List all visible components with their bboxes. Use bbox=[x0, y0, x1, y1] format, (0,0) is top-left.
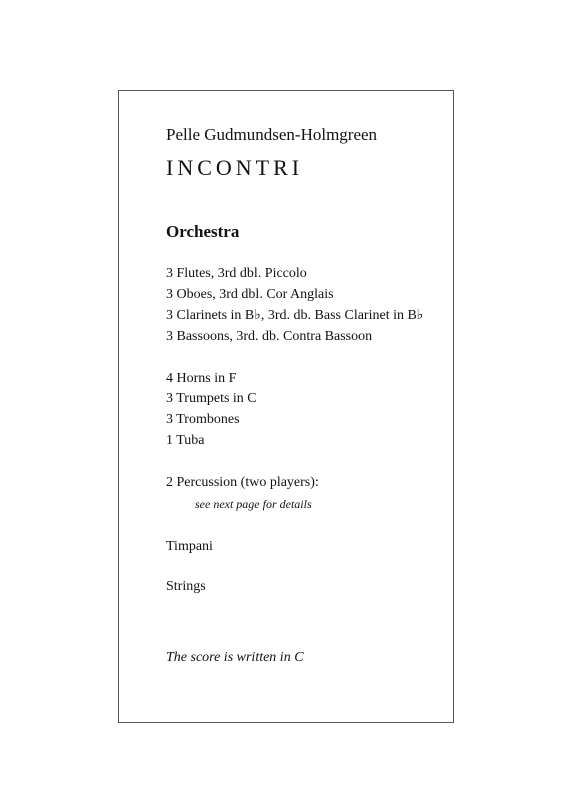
brass-line: 3 Trumpets in C bbox=[166, 391, 257, 406]
woodwind-line: 3 Oboes, 3rd dbl. Cor Anglais bbox=[166, 287, 334, 302]
brass-line: 4 Horns in F bbox=[166, 371, 237, 386]
woodwind-line: 3 Flutes, 3rd dbl. Piccolo bbox=[166, 266, 307, 281]
percussion-note: see next page for details bbox=[195, 497, 312, 511]
composer-name: Pelle Gudmundsen-Holmgreen bbox=[166, 125, 378, 144]
woodwind-line: 3 Bassoons, 3rd. db. Contra Bassoon bbox=[166, 329, 373, 344]
section-heading: Orchestra bbox=[166, 222, 240, 241]
percussion-line: 2 Percussion (two players): bbox=[166, 475, 319, 490]
strings-line: Strings bbox=[166, 579, 206, 594]
brass-line: 3 Trombones bbox=[166, 412, 240, 427]
woodwind-line: 3 Clarinets in B♭, 3rd. db. Bass Clarinet in B♭ bbox=[166, 308, 424, 323]
work-title: INCONTRI bbox=[166, 155, 304, 180]
brass-line: 1 Tuba bbox=[166, 433, 205, 448]
timpani-line: Timpani bbox=[166, 539, 213, 554]
score-note: The score is written in C bbox=[166, 650, 304, 665]
page-frame bbox=[118, 90, 454, 723]
